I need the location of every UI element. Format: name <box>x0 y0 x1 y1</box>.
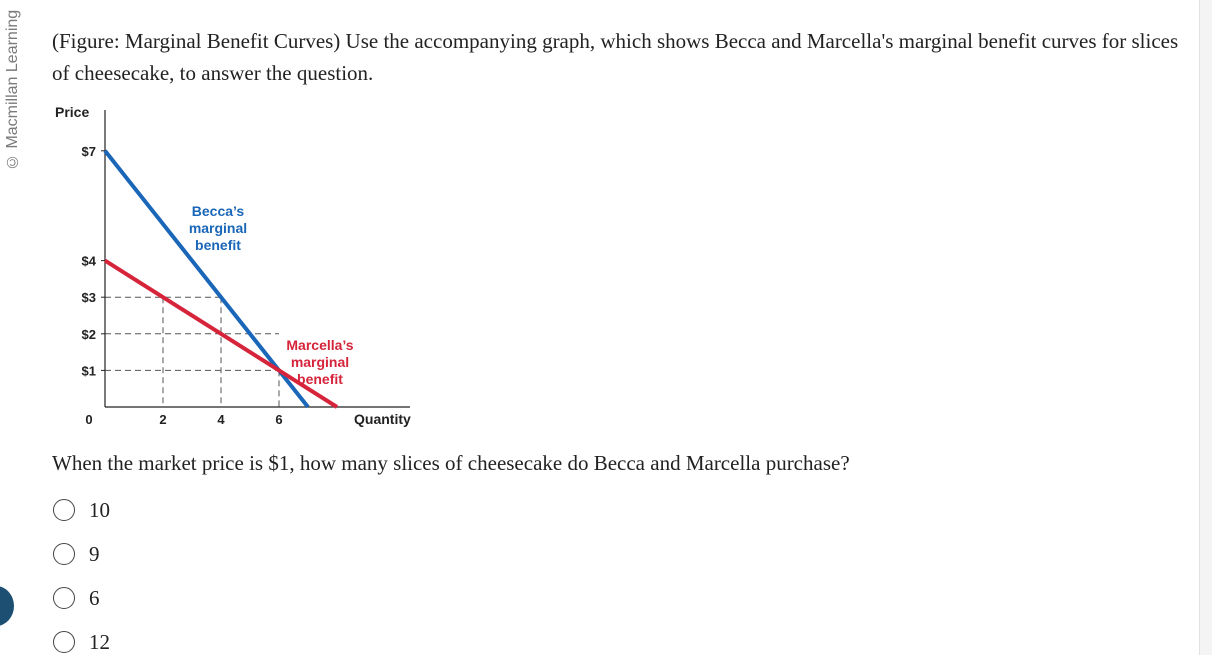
radio-button[interactable] <box>53 499 75 521</box>
option-label: 12 <box>89 629 110 654</box>
radio-button[interactable] <box>53 587 75 609</box>
question-intro: (Figure: Marginal Benefit Curves) Use the accompanying graph, which shows Becca and Marcella's marginal benefit curves for slices of cheesecake, to answer the question. <box>52 29 1179 85</box>
credit-label: © Macmillan Learning <box>4 10 21 171</box>
x-tick-label: 6 <box>275 412 283 427</box>
answer-options <box>53 488 110 664</box>
x-axis-label: Quantity <box>354 411 411 427</box>
marcella-benefit-label: marginal <box>290 354 350 370</box>
answer-option[interactable] <box>53 488 110 532</box>
side-indicator[interactable] <box>0 586 14 626</box>
marcella-benefit-label: Marcella’s <box>286 337 354 353</box>
becca-benefit-label: benefit <box>195 237 241 253</box>
marginal-benefit-chart <box>50 98 450 438</box>
y-tick-label: $3 <box>81 290 96 306</box>
scrollbar-track[interactable] <box>1199 0 1212 655</box>
radio-button[interactable] <box>53 543 75 565</box>
x-tick-label: 4 <box>217 412 225 427</box>
x-ticks <box>85 412 282 427</box>
y-tick-label: $4 <box>81 253 96 269</box>
becca-benefit-label: Becca’s <box>191 203 245 219</box>
x-tick-label: 0 <box>85 412 93 427</box>
answer-option[interactable] <box>53 576 110 620</box>
y-ticks <box>82 144 105 379</box>
option-label: 9 <box>89 541 100 566</box>
radio-button[interactable] <box>53 631 75 653</box>
y-tick-label: $2 <box>81 326 96 342</box>
answer-option[interactable] <box>53 620 110 664</box>
answer-option[interactable] <box>53 532 110 576</box>
y-axis-label: Price <box>55 104 90 120</box>
x-tick-label: 2 <box>159 412 167 427</box>
option-label: 10 <box>89 497 110 522</box>
y-tick-label: $7 <box>81 143 96 159</box>
y-tick-label: $1 <box>81 363 96 379</box>
becca-benefit-label: marginal <box>188 220 248 236</box>
option-label: 6 <box>89 585 100 610</box>
marcella-benefit-label: benefit <box>297 371 343 387</box>
question-text: When the market price is $1, how many slices of cheesecake do Becca and Marcella purchase? <box>52 451 850 475</box>
